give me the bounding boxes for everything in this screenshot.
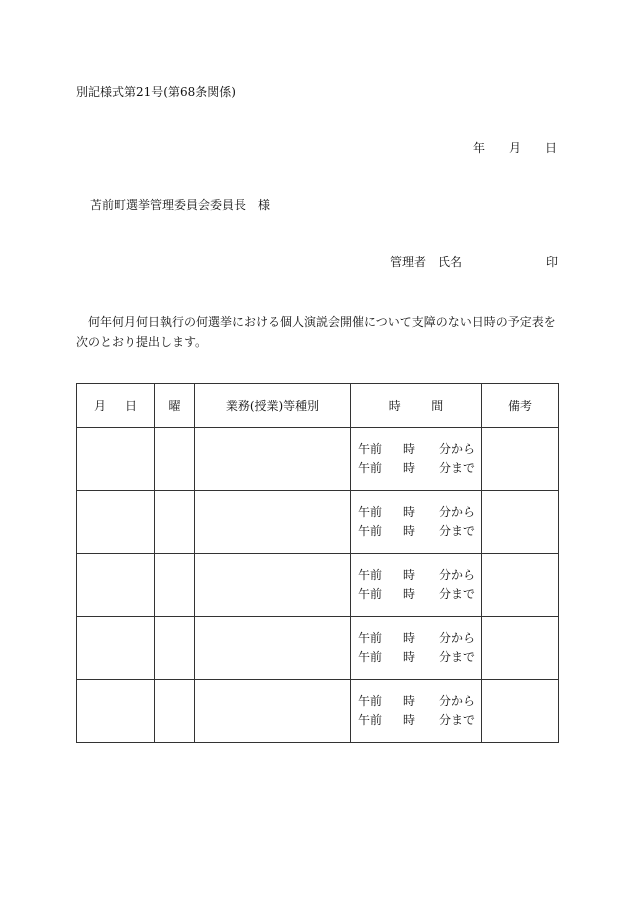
table-row bbox=[77, 428, 559, 491]
addressee: 苫前町選挙管理委員会委員長 様 bbox=[90, 198, 271, 212]
cell-month-day[interactable] bbox=[77, 491, 155, 554]
header-remarks: 備考 bbox=[482, 384, 559, 428]
table-header-row bbox=[77, 384, 559, 428]
ampm-label: 午前 bbox=[358, 694, 383, 708]
hour-label: 時 bbox=[403, 505, 416, 519]
cell-business-type[interactable] bbox=[195, 680, 351, 743]
cell-month-day[interactable] bbox=[77, 680, 155, 743]
header-month: 月 bbox=[93, 399, 106, 413]
cell-business-type[interactable] bbox=[195, 554, 351, 617]
cell-weekday[interactable] bbox=[155, 617, 195, 680]
manager-name-label: 氏名 bbox=[438, 255, 463, 269]
hour-label: 時 bbox=[403, 442, 416, 456]
time-to-line bbox=[351, 648, 481, 667]
minute-to-label: 分まで bbox=[439, 713, 476, 727]
cell-time[interactable] bbox=[351, 617, 482, 680]
cell-time[interactable] bbox=[351, 491, 482, 554]
hour-label: 時 bbox=[403, 587, 416, 601]
header-time-1: 時 bbox=[388, 399, 401, 413]
ampm-label: 午前 bbox=[358, 461, 383, 475]
ampm-label: 午前 bbox=[358, 505, 383, 519]
header-day: 日 bbox=[125, 399, 138, 413]
ampm-label: 午前 bbox=[358, 713, 383, 727]
hour-label: 時 bbox=[403, 568, 416, 582]
time-from-line bbox=[351, 440, 481, 459]
hour-label: 時 bbox=[403, 694, 416, 708]
ampm-label: 午前 bbox=[358, 524, 383, 538]
ampm-label: 午前 bbox=[358, 568, 383, 582]
cell-month-day[interactable] bbox=[77, 617, 155, 680]
hour-label: 時 bbox=[403, 631, 416, 645]
header-time-2: 間 bbox=[431, 399, 444, 413]
minute-from-label: 分から bbox=[439, 442, 476, 456]
header-month-day bbox=[77, 384, 155, 428]
table-row bbox=[77, 554, 559, 617]
minute-from-label: 分から bbox=[439, 568, 476, 582]
hour-label: 時 bbox=[403, 650, 416, 664]
cell-weekday[interactable] bbox=[155, 680, 195, 743]
time-from-line bbox=[351, 692, 481, 711]
cell-remarks[interactable] bbox=[482, 428, 559, 491]
cell-remarks[interactable] bbox=[482, 680, 559, 743]
seal-label: 印 bbox=[546, 255, 559, 269]
time-to-line bbox=[351, 459, 481, 478]
cell-month-day[interactable] bbox=[77, 428, 155, 491]
time-to-line bbox=[351, 585, 481, 604]
cell-weekday[interactable] bbox=[155, 554, 195, 617]
minute-from-label: 分から bbox=[439, 631, 476, 645]
cell-weekday[interactable] bbox=[155, 428, 195, 491]
table-row bbox=[77, 617, 559, 680]
cell-month-day[interactable] bbox=[77, 554, 155, 617]
minute-from-label: 分から bbox=[439, 505, 476, 519]
cell-remarks[interactable] bbox=[482, 554, 559, 617]
table-row bbox=[77, 680, 559, 743]
time-to-line bbox=[351, 711, 481, 730]
date-year-label: 年 bbox=[473, 141, 486, 155]
minute-from-label: 分から bbox=[439, 694, 476, 708]
header-weekday: 曜 bbox=[155, 384, 195, 428]
hour-label: 時 bbox=[403, 524, 416, 538]
ampm-label: 午前 bbox=[358, 442, 383, 456]
cell-business-type[interactable] bbox=[195, 617, 351, 680]
time-from-line bbox=[351, 629, 481, 648]
time-from-line bbox=[351, 566, 481, 585]
cell-weekday[interactable] bbox=[155, 491, 195, 554]
cell-time[interactable] bbox=[351, 554, 482, 617]
schedule-table bbox=[76, 383, 559, 743]
ampm-label: 午前 bbox=[358, 650, 383, 664]
date-month-label: 月 bbox=[509, 141, 522, 155]
cell-time[interactable] bbox=[351, 428, 482, 491]
cell-remarks[interactable] bbox=[482, 491, 559, 554]
minute-to-label: 分まで bbox=[439, 650, 476, 664]
cell-remarks[interactable] bbox=[482, 617, 559, 680]
form-number-label: 別記様式第21号(第68条関係) bbox=[76, 85, 236, 99]
cell-business-type[interactable] bbox=[195, 491, 351, 554]
time-from-line bbox=[351, 503, 481, 522]
manager-title: 管理者 bbox=[390, 255, 427, 269]
hour-label: 時 bbox=[403, 713, 416, 727]
time-to-line bbox=[351, 522, 481, 541]
body-text: 何年何月何日執行の何選挙における個人演説会開催について支障のない日時の予定表を次のとおり提出します。 bbox=[76, 315, 556, 349]
ampm-label: 午前 bbox=[358, 631, 383, 645]
minute-to-label: 分まで bbox=[439, 524, 476, 538]
minute-to-label: 分まで bbox=[439, 461, 476, 475]
hour-label: 時 bbox=[403, 461, 416, 475]
date-day-label: 日 bbox=[545, 141, 558, 155]
ampm-label: 午前 bbox=[358, 587, 383, 601]
cell-time[interactable] bbox=[351, 680, 482, 743]
header-time bbox=[351, 384, 482, 428]
table-row bbox=[77, 491, 559, 554]
cell-business-type[interactable] bbox=[195, 428, 351, 491]
minute-to-label: 分まで bbox=[439, 587, 476, 601]
header-business-type: 業務(授業)等種別 bbox=[195, 384, 351, 428]
